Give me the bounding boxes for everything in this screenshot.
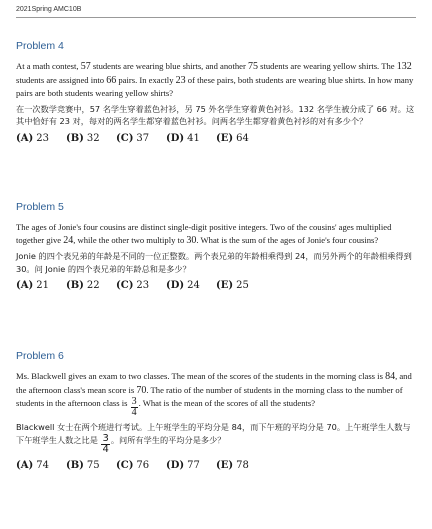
problem-text-zh: 在一次数学竞赛中，57 名学生穿着蓝色衬衫，另 75 外名学生穿着黄色衬衫。132 名学生被分成了 66 对。这其中恰好有 23 对，每对的两名学生都穿着蓝色衬衫。问两名学生都穿着黄色衬衫的对有多少个？ (16, 103, 415, 126)
problem-5 (16, 201, 418, 291)
answer-choices (16, 280, 418, 291)
problem-text-en: Ms. Blackwell gives an exam to two classes. The mean of the scores of the students in the morning class is 84, and the afternoon class's mean score is 70. The ratio of the number of students in the morning class to the number of students in the afternoon class is $\frac{3}{4}$ . What is the mean of the scores of all the students? (16, 371, 412, 418)
fraction-three-quarters: $\frac{3}{4}$ (102, 432, 109, 455)
choice-a: (A) 21 (16, 280, 49, 291)
problem-title: Problem 4 (16, 40, 64, 52)
choice-e: (E) 78 (216, 459, 249, 471)
document-header: 2021Spring AMC10B (16, 6, 82, 13)
problem-title: Problem 6 (16, 350, 64, 362)
choice-e: (E) 64 (216, 132, 249, 144)
fraction-three-quarters: $\frac{3}{4}$ (131, 396, 137, 418)
choice-a: (A) 74 (16, 459, 49, 471)
choice-e: (E) 25 (216, 280, 249, 291)
choice-b: (B) 32 (66, 132, 100, 144)
choice-d: (D) 41 (166, 132, 200, 144)
problem-text-en: At a math contest, 57 students are wearing blue shirts, and another 75 students are wearing yellow shirts. The 132 students are assigned into 66 pairs. In exactly 23 of these pairs, both students are wearing blue shirts. In how many pairs are both students wearing yellow shirts? (16, 61, 414, 98)
answer-choices (16, 460, 418, 471)
header-divider (16, 17, 416, 18)
choice-d: (D) 77 (166, 459, 200, 471)
problem-text-zh: Blackwell 女士在两个班进行考试。上午班学生的平均分是 84，而下午班的平均分是 70。上午班学生人数与下午班学生人数之比是 $\frac{3}{4}$ 。问所有学生的平均分是多少？ (16, 422, 411, 455)
problem-title: Problem 5 (16, 201, 64, 213)
choice-a: (A) 23 (16, 132, 49, 144)
choice-c: (C) 76 (116, 459, 150, 471)
problem-text-zh: Jonie 的四个表兄弟的年龄是不同的一位正整数。两个表兄弟的年龄相乘得到 24，而另外两个的年龄相乘得到 30。问 Jonie 的四个表兄弟的年龄总和是多少？ (16, 251, 412, 274)
problem-text-en: The ages of Jonie's four cousins are distinct single-digit positive integers. Two of the cousins' ages multiplied together give 24, while the other two multiply to 30. What is the sum of the ages of Jonie's four cousins? (16, 222, 392, 246)
choice-c: (C) 37 (116, 132, 150, 144)
choice-b: (B) 22 (66, 280, 100, 291)
choice-b: (B) 75 (66, 459, 100, 471)
answer-choices (16, 133, 418, 144)
problem-4 (16, 40, 418, 144)
choice-c: (C) 23 (116, 280, 150, 291)
problem-6 (16, 350, 418, 471)
choice-d: (D) 24 (166, 280, 200, 291)
